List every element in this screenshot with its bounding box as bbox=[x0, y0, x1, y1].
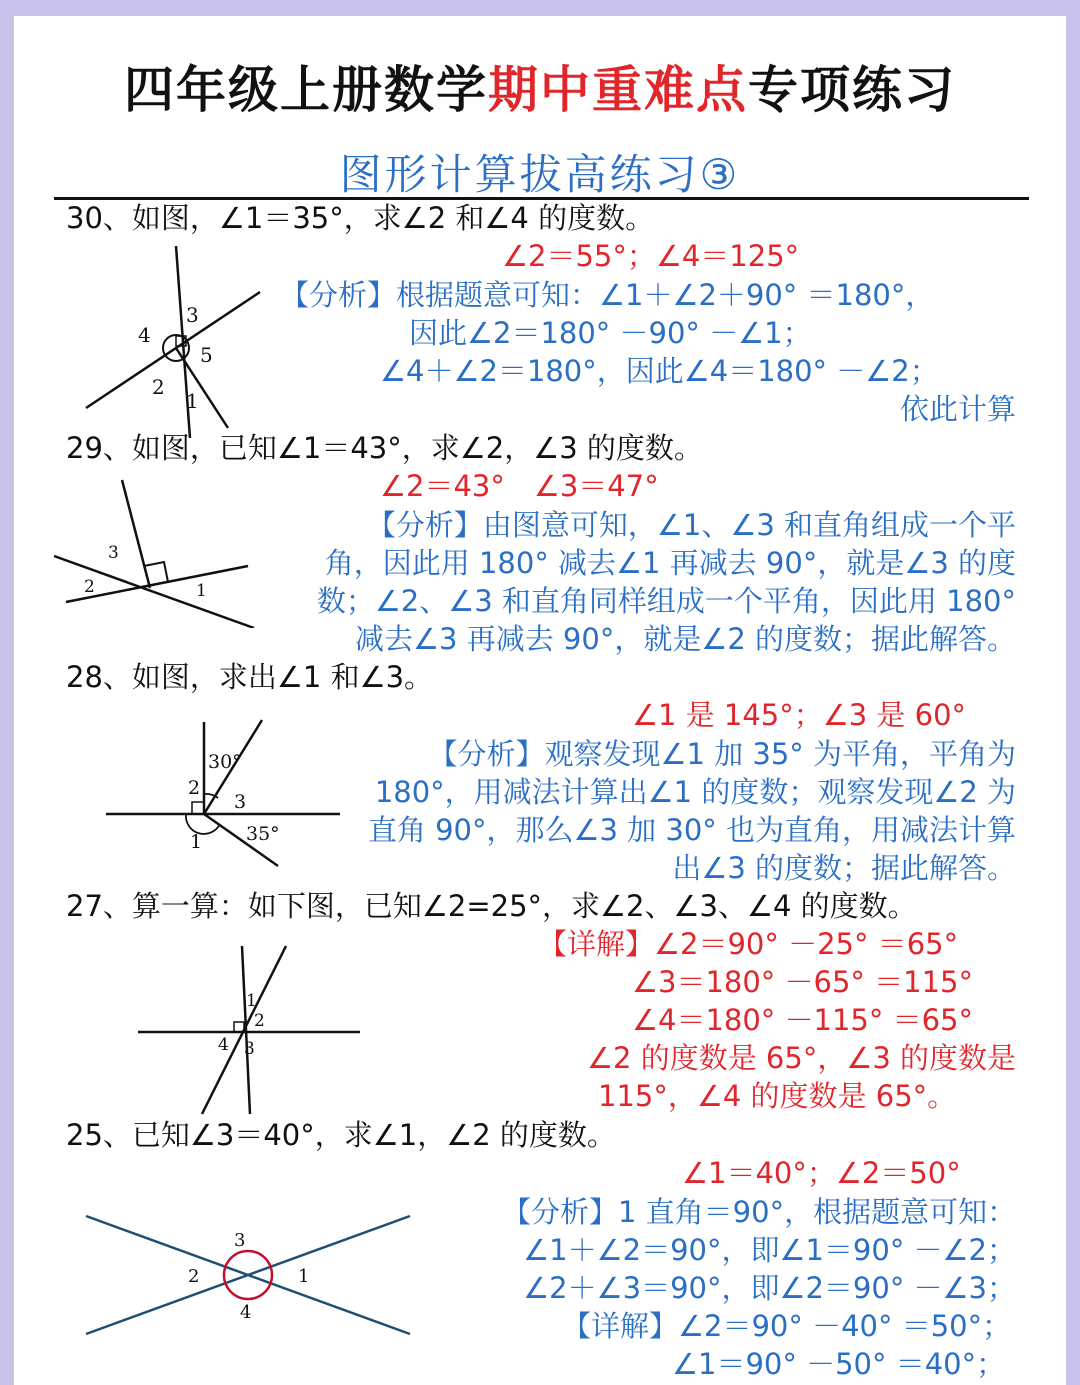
problem-29-answer: ∠2＝43° ∠3＝47° bbox=[380, 469, 659, 503]
fig30-label-2: 2 bbox=[152, 375, 165, 399]
fig28-label-2: 2 bbox=[188, 777, 201, 799]
problem-25-analysis-1: 【分析】1 直角＝90°，根据题意可知： bbox=[502, 1195, 1017, 1229]
problem-28-analysis-2: 180°，用减法计算出∠1 的度数；观察发现∠2 为 bbox=[374, 775, 1016, 809]
problem-30-answer: ∠2＝55°；∠4＝125° bbox=[502, 239, 800, 273]
problem-28-question: 28、如图，求出∠1 和∠3。 bbox=[66, 660, 434, 694]
problem-27-detail-4: ∠2 的度数是 65°，∠3 的度数是 bbox=[587, 1041, 1016, 1075]
fig28-label-35: 35° bbox=[246, 823, 280, 845]
problem-27-detail-2: ∠3＝180° －65° ＝115° bbox=[632, 965, 973, 999]
problem-30-analysis-4: 依此计算 bbox=[899, 392, 1016, 426]
fig25-label-3: 3 bbox=[234, 1230, 246, 1251]
page-subtitle: 图形计算拔高练习③ bbox=[339, 150, 741, 199]
fig30-label-4: 4 bbox=[138, 323, 151, 347]
problem-30-figure bbox=[82, 244, 272, 444]
problem-27-question: 27、算一算：如下图，已知∠2=25°，求∠2、∠3、∠4 的度数。 bbox=[66, 889, 917, 923]
fig30-label-1: 1 bbox=[186, 389, 199, 413]
fig27-label-2: 2 bbox=[254, 1011, 265, 1031]
problem-29-analysis-3: 数；∠2、∠3 和直角同样组成一个平角，因此用 180° bbox=[316, 584, 1016, 618]
fig29-label-3: 3 bbox=[108, 543, 119, 563]
problem-25-figure bbox=[84, 1206, 414, 1346]
problem-25-question: 25、已知∠3＝40°，求∠1，∠2 的度数。 bbox=[66, 1118, 616, 1152]
problem-29-analysis-1: 【分析】由图意可知，∠1、∠3 和直角组成一个平 bbox=[366, 508, 1016, 542]
title-pre: 四年级上册数学 bbox=[124, 60, 488, 119]
fig25-label-1: 1 bbox=[298, 1266, 310, 1287]
problem-25-analysis-4: 【详解】∠2＝90° －40° ＝50°； bbox=[562, 1309, 1012, 1343]
problem-30-analysis-1: 【分析】根据题意可知：∠1＋∠2＋90° ＝180°， bbox=[280, 278, 935, 312]
problem-25-analysis-2: ∠1＋∠2＝90°，即∠1＝90° －∠2； bbox=[523, 1233, 1016, 1267]
problem-29-analysis-2: 角，因此用 180° 减去∠1 再减去 90°，就是∠3 的度 bbox=[324, 546, 1016, 580]
problem-25-analysis-5: ∠1＝90° －50° ＝40°； bbox=[672, 1347, 1006, 1381]
problem-28-analysis-1: 【分析】观察发现∠1 加 35° 为平角，平角为 bbox=[428, 737, 1016, 771]
problem-28-analysis-4: 出∠3 的度数；据此解答。 bbox=[672, 851, 1016, 885]
problem-25-analysis-3: ∠2＋∠3＝90°，即∠2＝90° －∠3； bbox=[523, 1271, 1016, 1305]
fig28-label-3: 3 bbox=[234, 791, 247, 813]
problem-27-detail-1: 【详解】∠2＝90° －25° ＝65° bbox=[538, 927, 959, 961]
problem-29-figure bbox=[52, 478, 262, 628]
problem-29-analysis-4: 减去∠3 再减去 90°，就是∠2 的度数；据此解答。 bbox=[355, 622, 1016, 656]
problem-27-figure bbox=[134, 942, 364, 1117]
problem-28-figure bbox=[104, 716, 344, 876]
problem-29-question: 29、如图，已知∠1＝43°，求∠2，∠3 的度数。 bbox=[66, 431, 703, 465]
page-title bbox=[14, 50, 1066, 122]
problem-28-answer: ∠1 是 145°；∠3 是 60° bbox=[632, 698, 967, 732]
fig28-label-1: 1 bbox=[190, 831, 203, 853]
problem-30-question: 30、如图，∠1＝35°，求∠2 和∠4 的度数。 bbox=[66, 201, 655, 235]
fig30-label-5: 5 bbox=[200, 343, 213, 367]
fig25-label-4: 4 bbox=[240, 1302, 252, 1323]
fig25-label-2: 2 bbox=[188, 1266, 200, 1287]
problem-27-detail-3: ∠4＝180° －115° ＝65° bbox=[632, 1003, 973, 1037]
fig27-label-4: 4 bbox=[218, 1035, 229, 1055]
problem-25-answer: ∠1＝40°；∠2＝50° bbox=[682, 1156, 961, 1190]
problem-30-analysis-2: 因此∠2＝180° －90° －∠1； bbox=[409, 316, 812, 350]
fig27-label-3: 3 bbox=[244, 1039, 255, 1059]
worksheet bbox=[14, 16, 1066, 1385]
fig27-label-1: 1 bbox=[246, 991, 257, 1011]
title-highlight: 期中重难点 bbox=[488, 60, 748, 119]
fig28-label-30: 30° bbox=[208, 751, 242, 773]
title-post: 专项练习 bbox=[748, 60, 956, 119]
problem-30-analysis-3: ∠4＋∠2＝180°，因此∠4＝180° －∠2； bbox=[380, 354, 939, 388]
fig30-label-3: 3 bbox=[186, 303, 199, 327]
fig29-label-1: 1 bbox=[196, 581, 207, 601]
problem-27-detail-5: 115°，∠4 的度数是 65°。 bbox=[598, 1079, 957, 1113]
fig29-label-2: 2 bbox=[84, 577, 95, 597]
problem-28-analysis-3: 直角 90°，那么∠3 加 30° 也为直角，用减法计算 bbox=[367, 813, 1016, 847]
